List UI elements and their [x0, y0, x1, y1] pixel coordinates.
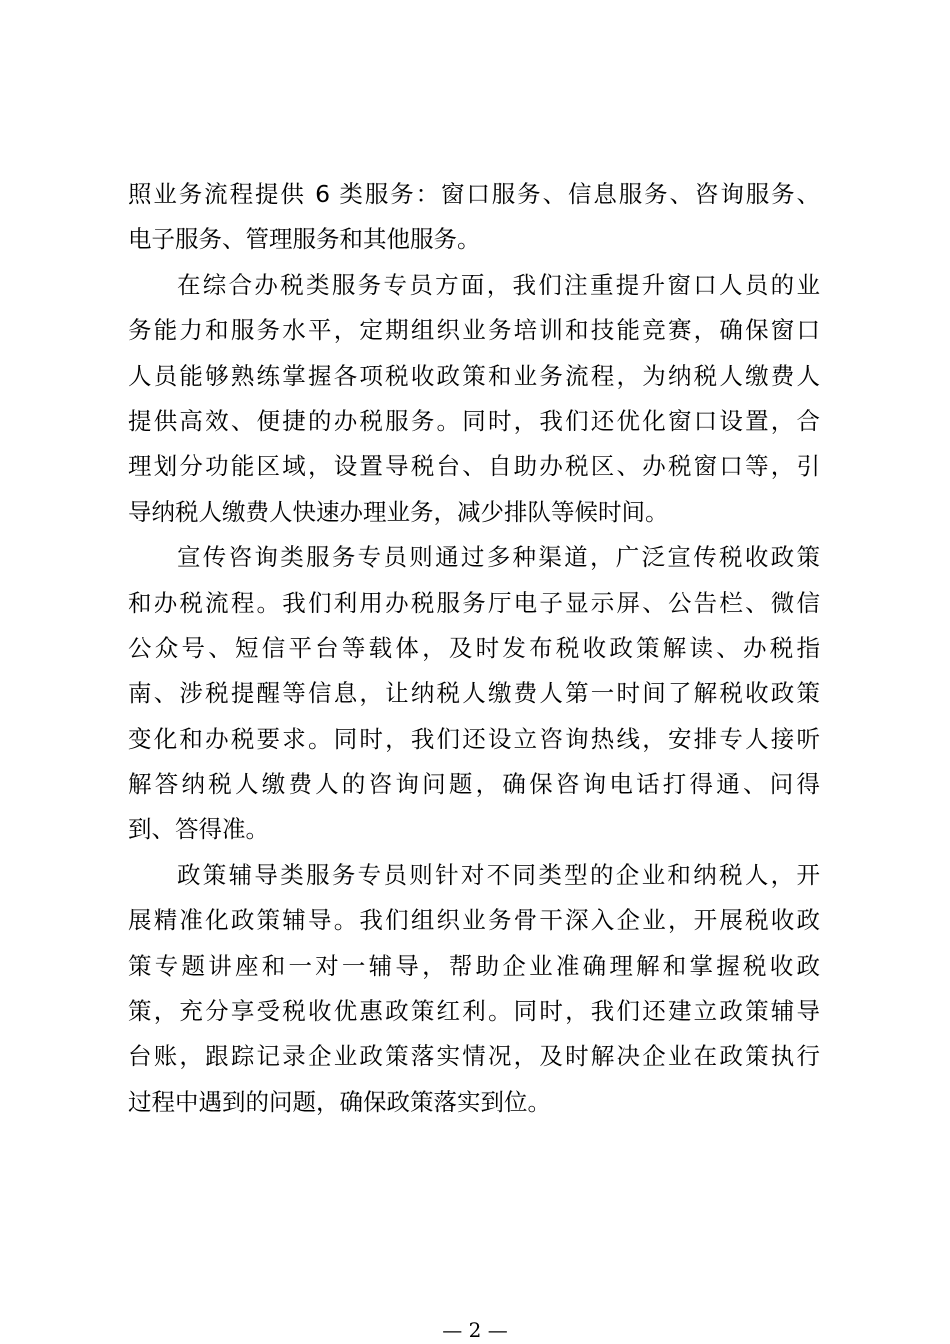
text-line: 务能力和服务水平，定期组织业务培训和技能竞赛，确保窗口	[128, 316, 820, 345]
text-line: 到、答得准。	[128, 815, 269, 844]
text-line: 策，充分享受税收优惠政策红利。同时，我们还建立政策辅导	[128, 997, 820, 1026]
text-line: 变化和办税要求。同时，我们还设立咨询热线，安排专人接听	[128, 724, 820, 753]
text-line: 南、涉税提醒等信息，让纳税人缴费人第一时间了解税收政策	[128, 679, 820, 708]
text-line: 电子服务、管理服务和其他服务。	[128, 225, 481, 254]
text-line: 理划分功能区域，设置导税台、自助办税区、办税窗口等，引	[128, 452, 820, 481]
text-line: 台账，跟踪记录企业政策落实情况，及时解决企业在政策执行	[128, 1042, 820, 1071]
text-line: 策专题讲座和一对一辅导，帮助企业准确理解和掌握税收政	[128, 951, 820, 980]
text-line: 过程中遇到的问题，确保政策落实到位。	[128, 1087, 551, 1116]
text-line: 导纳税人缴费人快速办理业务，减少排队等候时间。	[128, 497, 669, 526]
paragraph-3	[128, 535, 820, 853]
text-line: 在综合办税类服务专员方面，我们注重提升窗口人员的业	[177, 270, 820, 299]
text-line: 人员能够熟练掌握各项税收政策和业务流程，为纳税人缴费人	[128, 361, 820, 390]
page-number: — 2 —	[442, 1318, 508, 1342]
text-line: 政策辅导类服务专员则针对不同类型的企业和纳税人，开	[177, 860, 820, 889]
paragraph-1	[128, 172, 820, 263]
text-line: 宣传咨询类服务专员则通过多种渠道，广泛宣传税收政策	[177, 543, 820, 572]
text-line: 和办税流程。我们利用办税服务厅电子显示屏、公告栏、微信	[128, 588, 820, 617]
text-line: 公众号、短信平台等载体，及时发布税收政策解读、办税指	[128, 633, 820, 662]
paragraph-4	[128, 853, 820, 1125]
text-line: 解答纳税人缴费人的咨询问题，确保咨询电话打得通、问得	[128, 770, 820, 799]
paragraph-2	[128, 263, 820, 535]
text-line: 展精准化政策辅导。我们组织业务骨干深入企业，开展税收政	[128, 906, 820, 935]
document-body	[128, 172, 820, 1125]
text-line: 照业务流程提供 6 类服务：窗口服务、信息服务、咨询服务、	[128, 180, 820, 208]
text-line: 提供高效、便捷的办税服务。同时，我们还优化窗口设置，合	[128, 406, 820, 435]
